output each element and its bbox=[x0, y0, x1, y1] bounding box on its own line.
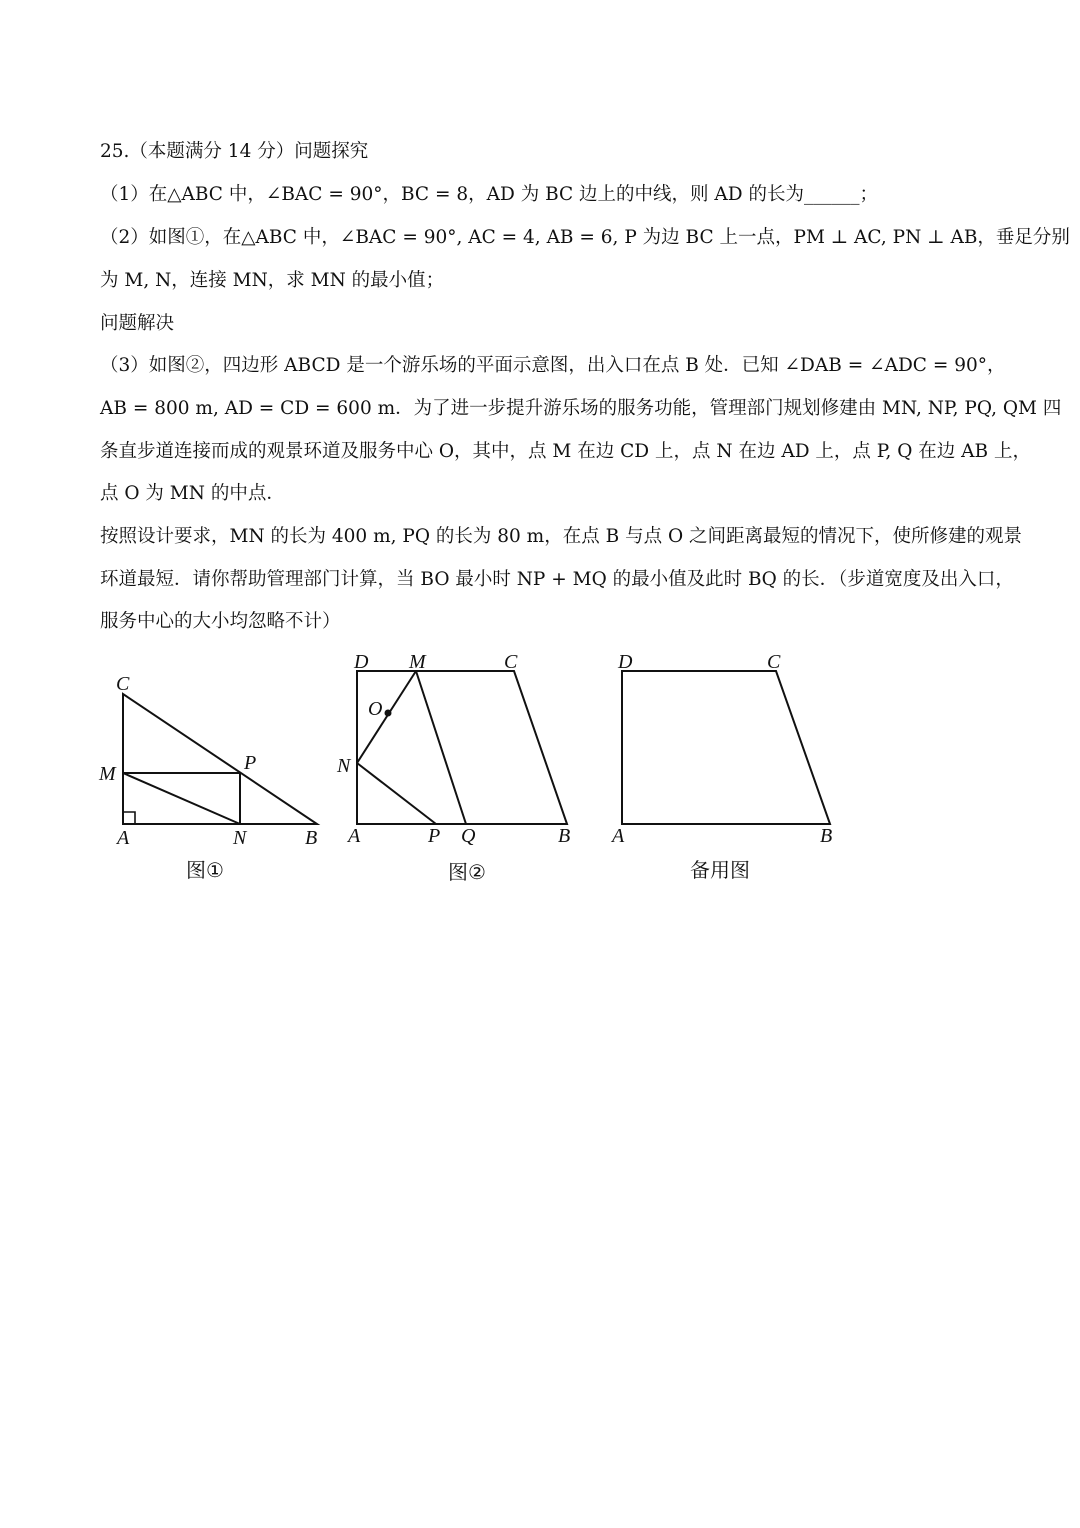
figure-2 bbox=[357, 671, 567, 824]
fig3-label-A: A bbox=[612, 825, 625, 847]
fig3-quadrilateral-ABCD bbox=[622, 671, 830, 824]
fig2-quadrilateral-ABCD bbox=[357, 671, 567, 824]
figure-1 bbox=[123, 694, 317, 824]
part2-text-line2: 为 M, N，连接 MN，求 MN 的最小值； bbox=[100, 270, 445, 291]
section-heading: 问题解决 bbox=[100, 313, 175, 334]
fig2-label-P: P bbox=[428, 825, 441, 847]
fig1-label-C: C bbox=[116, 673, 130, 695]
fig2-label-C: C bbox=[504, 651, 518, 673]
fig2-label-N: N bbox=[337, 755, 351, 777]
fig2-label-Q: Q bbox=[461, 825, 476, 847]
part4-text-line2: 环道最短．请你帮助管理部门计算，当 BO 最小时 NP + MQ 的最小值及此时 BQ 的长．（步道宽度及出入口， bbox=[100, 569, 1014, 590]
question-header: 25.（本题满分 14 分）问题探究 bbox=[100, 141, 369, 162]
fig3-label-D: D bbox=[618, 651, 633, 673]
fig1-right-angle-mark bbox=[123, 812, 135, 824]
fig1-triangle bbox=[123, 694, 317, 824]
part3-text-line2: AB = 800 m, AD = CD = 600 m．为了进一步提升游乐场的服务功能，管理部门规划修建由 MN, NP, PQ, QM 四 bbox=[100, 398, 1062, 419]
fig3-label-C: C bbox=[767, 651, 781, 673]
fig2-label-M: M bbox=[409, 651, 426, 673]
part4-text-line1: 按照设计要求，MN 的长为 400 m, PQ 的长为 80 m，在点 B 与点 O 之间距离最短的情况下，使所修建的观景 bbox=[100, 526, 1023, 547]
fig2-segment-MN bbox=[357, 671, 416, 763]
fig2-label-O: O bbox=[368, 698, 383, 720]
fig1-segment-MN bbox=[123, 773, 240, 824]
figure-3 bbox=[622, 671, 830, 824]
part2-text-line1: （2）如图①，在△ABC 中，∠BAC = 90°, AC = 4, AB = 6, P 为边 BC 上一点，PM ⊥ AC, PN ⊥ AB，垂足分别 bbox=[100, 227, 1070, 248]
part3-text-line4: 点 O 为 MN 的中点． bbox=[100, 483, 285, 504]
part1-text: （1）在△ABC 中，∠BAC = 90°，BC = 8，AD 为 BC 边上的中线，则 AD 的长为______； bbox=[100, 184, 879, 205]
part3-text-line3: 条直步道连接而成的观景环道及服务中心 O，其中，点 M 在边 CD 上，点 N 在边 AD 上，点 P, Q 在边 AB 上， bbox=[100, 441, 1032, 462]
fig1-label-B: B bbox=[305, 827, 318, 849]
fig1-label-A: A bbox=[117, 827, 130, 849]
fig1-label-M: M bbox=[99, 763, 116, 785]
figure-3-labels bbox=[610, 651, 832, 882]
fig3-caption: 备用图 bbox=[690, 858, 750, 882]
fig2-point-O bbox=[385, 710, 392, 717]
figure-2-labels bbox=[336, 651, 570, 884]
fig1-label-P: P bbox=[244, 752, 257, 774]
fig2-label-A: A bbox=[348, 825, 361, 847]
part3-text-line1: （3）如图②，四边形 ABCD 是一个游乐场的平面示意图，出入口在点 B 处．已知 ∠DAB = ∠ADC = 90°， bbox=[100, 355, 1006, 376]
part4-text-line3: 服务中心的大小均忽略不计） bbox=[100, 611, 341, 632]
fig1-caption: 图① bbox=[186, 858, 224, 882]
figures-area bbox=[0, 640, 1080, 900]
fig3-label-B: B bbox=[820, 825, 833, 847]
fig2-caption: 图② bbox=[448, 860, 486, 884]
fig2-segment-NP bbox=[357, 763, 436, 824]
fig1-label-N: N bbox=[233, 827, 247, 849]
fig2-label-B: B bbox=[558, 825, 571, 847]
fig2-segment-MQ bbox=[416, 671, 466, 824]
fig2-label-D: D bbox=[354, 651, 369, 673]
